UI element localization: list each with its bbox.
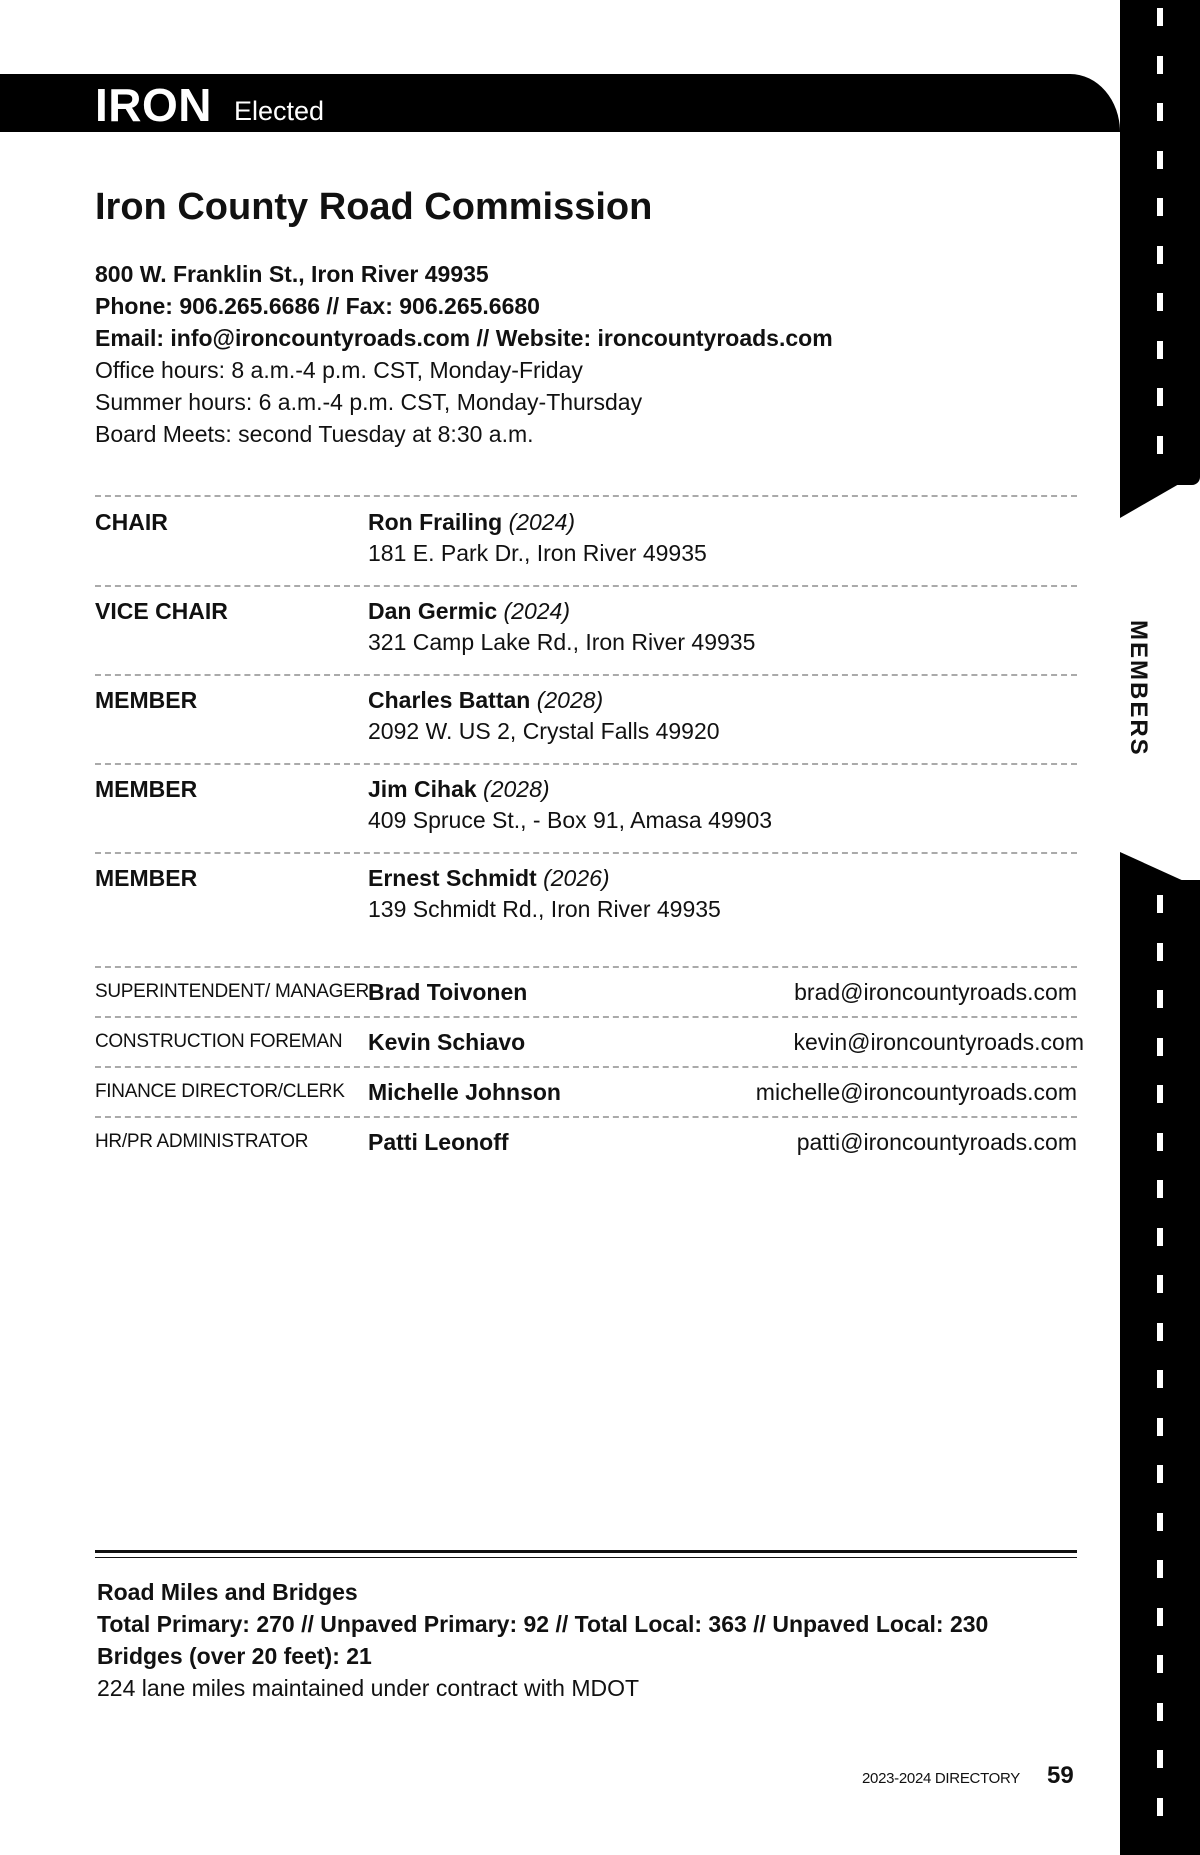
member-name-text: Charles Battan — [368, 687, 531, 713]
member-term: (2024) — [503, 598, 570, 624]
member-term: (2026) — [543, 865, 610, 891]
section-tab[interactable]: MEMBERS — [1125, 620, 1152, 757]
lane-dash — [1157, 1323, 1163, 1341]
member-role: MEMBER — [95, 687, 198, 713]
lane-dash — [1157, 56, 1163, 74]
staff-name: Brad Toivonen — [368, 979, 528, 1005]
road-totals: Total Primary: 270 // Unpaved Primary: 92 // Total Local: 363 // Unpaved Local: 230 — [97, 1611, 989, 1637]
member-address: 321 Camp Lake Rd., Iron River 49935 — [368, 629, 756, 655]
road-miles-block — [97, 1576, 988, 1704]
member-address: 409 Spruce St., - Box 91, Amasa 49903 — [368, 807, 773, 833]
board-meets: Board Meets: second Tuesday at 8:30 a.m. — [95, 421, 534, 447]
lane-dash — [1157, 246, 1163, 264]
lane-dash — [1157, 1560, 1163, 1578]
divider — [95, 674, 1077, 676]
lane-dash — [1157, 1655, 1163, 1673]
staff-email[interactable]: kevin@ironcountyroads.com — [793, 1029, 1084, 1055]
member-address: 2092 W. US 2, Crystal Falls 49920 — [368, 718, 720, 744]
county-name: IRON — [95, 79, 212, 131]
lane-dash — [1157, 103, 1163, 121]
member-name — [368, 865, 610, 892]
divider — [95, 852, 1077, 854]
divider — [95, 495, 1077, 497]
tab-notch-top — [1120, 480, 1186, 518]
summer-hours: Summer hours: 6 a.m.-4 p.m. CST, Monday-Thursday — [95, 389, 643, 415]
page-number: 59 — [1047, 1762, 1074, 1789]
tab-notch-bottom — [1120, 852, 1186, 882]
lane-dash — [1157, 1038, 1163, 1056]
lane-dash — [1157, 198, 1163, 216]
staff-name: Kevin Schiavo — [368, 1029, 526, 1055]
divider — [95, 1016, 1077, 1018]
lane-dash — [1157, 151, 1163, 169]
section-rule — [95, 1550, 1077, 1558]
divider — [95, 1116, 1077, 1118]
agency-phone-fax: Phone: 906.265.6686 // Fax: 906.265.6680 — [95, 293, 540, 319]
lane-dash — [1157, 436, 1163, 454]
lane-dash — [1157, 388, 1163, 406]
contact-block — [95, 258, 833, 450]
lane-dash — [1157, 1133, 1163, 1151]
member-role: CHAIR — [95, 509, 168, 535]
agency-email-web: Email: info@ironcountyroads.com // Website: ironcountyroads.com — [95, 325, 833, 351]
member-name-text: Ron Frailing — [368, 509, 503, 535]
staff-role: FINANCE DIRECTOR/CLERK — [95, 1081, 345, 1102]
staff-name: Patti Leonoff — [368, 1129, 509, 1155]
lane-dash — [1157, 943, 1163, 961]
member-term: (2028) — [536, 687, 604, 713]
member-role: VICE CHAIR — [95, 598, 228, 624]
staff-role: SUPERINTENDENT/ MANAGER — [95, 981, 369, 1002]
member-name-text: Ernest Schmidt — [368, 865, 537, 891]
member-name — [368, 509, 575, 536]
lane-dash — [1157, 895, 1163, 913]
divider — [95, 585, 1077, 587]
member-name — [368, 776, 550, 803]
agency-address: 800 W. Franklin St., Iron River 49935 — [95, 261, 489, 287]
member-address: 139 Schmidt Rd., Iron River 49935 — [368, 896, 721, 922]
lane-dash — [1157, 1608, 1163, 1626]
staff-email[interactable]: patti@ironcountyroads.com — [796, 1129, 1077, 1155]
member-address: 181 E. Park Dr., Iron River 49935 — [368, 540, 707, 566]
road-heading: Road Miles and Bridges — [97, 1579, 358, 1605]
lane-dash — [1157, 1750, 1163, 1768]
footer-label: 2023-2024 DIRECTORY — [862, 1770, 1020, 1787]
lane-dash — [1157, 1370, 1163, 1388]
lane-dash — [1157, 1703, 1163, 1721]
lane-dash — [1157, 8, 1163, 26]
lane-dash — [1157, 1085, 1163, 1103]
lane-dash — [1157, 293, 1163, 311]
divider — [95, 966, 1077, 968]
member-name — [368, 687, 603, 714]
staff-email[interactable]: michelle@ironcountyroads.com — [755, 1079, 1077, 1105]
lane-dash — [1157, 990, 1163, 1008]
lane-dash — [1157, 1180, 1163, 1198]
member-role: MEMBER — [95, 865, 198, 891]
staff-name: Michelle Johnson — [368, 1079, 561, 1105]
lane-dash — [1157, 1798, 1163, 1816]
office-hours: Office hours: 8 a.m.-4 p.m. CST, Monday-Friday — [95, 357, 583, 383]
member-name-text: Jim Cihak — [368, 776, 477, 802]
lane-dash — [1157, 1228, 1163, 1246]
staff-role: CONSTRUCTION FOREMAN — [95, 1031, 343, 1052]
lane-dash — [1157, 341, 1163, 359]
member-name-text: Dan Germic — [368, 598, 498, 624]
lane-dash — [1157, 1418, 1163, 1436]
county-type: Elected — [234, 96, 325, 126]
road-lane-miles: 224 lane miles maintained under contract with MDOT — [97, 1675, 640, 1701]
divider — [95, 763, 1077, 765]
member-name — [368, 598, 570, 625]
member-term: (2028) — [483, 776, 550, 802]
page-title: Iron County Road Commission — [95, 186, 653, 228]
lane-dash — [1157, 1465, 1163, 1483]
road-bridges: Bridges (over 20 feet): 21 — [97, 1643, 372, 1669]
lane-dash — [1157, 1275, 1163, 1293]
staff-email[interactable]: brad@ironcountyroads.com — [794, 979, 1077, 1005]
member-role: MEMBER — [95, 776, 198, 802]
staff-role: HR/PR ADMINISTRATOR — [95, 1131, 309, 1152]
member-term: (2024) — [508, 509, 576, 535]
lane-dash — [1157, 1513, 1163, 1531]
divider — [95, 1066, 1077, 1068]
